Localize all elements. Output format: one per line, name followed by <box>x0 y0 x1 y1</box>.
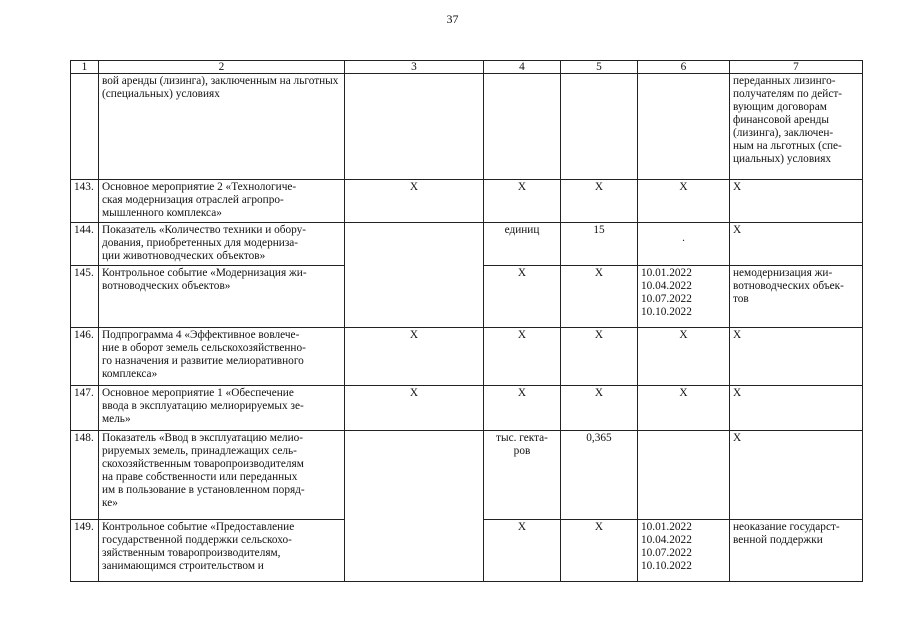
row-name: Контрольное событие «Предоставление государственной поддержки сельскохо- зяйственным товаропроизводителям, занимающимся строительством и <box>99 520 345 582</box>
cell-value: 0,365 <box>561 431 638 520</box>
cell-x: X <box>345 328 484 386</box>
cell-x: X <box>561 180 638 223</box>
cell-x: X <box>561 386 638 431</box>
cell-x: X <box>561 520 638 582</box>
cell-unit: единиц <box>484 223 561 266</box>
row-name: Основное мероприятие 2 «Технологиче- ская модернизация отраслей агропро- мышленного комплекса» <box>99 180 345 223</box>
cell-dates: 10.01.2022 10.04.2022 10.07.2022 10.10.2022 <box>638 266 730 328</box>
cell-x: X <box>484 180 561 223</box>
table-row <box>71 74 863 180</box>
header-cell: 5 <box>561 61 638 74</box>
cell-x: X <box>484 386 561 431</box>
cell-dot <box>638 223 730 266</box>
cell-x: X <box>638 180 730 223</box>
cell-empty <box>345 74 484 180</box>
cell-value: 15 <box>561 223 638 266</box>
header-cell: 2 <box>99 61 345 74</box>
row-name: Подпрограмма 4 «Эффективное вовлече- ние в оборот земель сельскохозяйственно- го назначения и развитие мелиоративного комплекса» <box>99 328 345 386</box>
cell-empty <box>638 74 730 180</box>
row-name: Показатель «Количество техники и обору- дования, приобретенных для модерниза- ции животноводческих объектов» <box>99 223 345 266</box>
cell-x: X <box>638 328 730 386</box>
cell-note: немодернизация жи- вотноводческих объек- тов <box>730 266 863 328</box>
row-number: 144. <box>71 223 99 266</box>
table-row <box>71 223 863 266</box>
table-row <box>71 386 863 431</box>
table-row <box>71 431 863 520</box>
cell-x: X <box>730 386 863 431</box>
row-number: 149. <box>71 520 99 582</box>
header-cell: 4 <box>484 61 561 74</box>
header-cell: 7 <box>730 61 863 74</box>
row-name: Контрольное событие «Модернизация жи- вотноводческих объектов» <box>99 266 345 328</box>
row-number: 147. <box>71 386 99 431</box>
row-name: Показатель «Ввод в эксплуатацию мелио- рируемых земель, принадлежащих сель- скохозяйственным товаропроизводителям на праве собственности или переданных им в пользование в установленном поряд- ке» <box>99 431 345 520</box>
cell-x: X <box>484 266 561 328</box>
responsible-person <box>345 431 484 582</box>
cell-x: X <box>730 223 863 266</box>
row-number: 145. <box>71 266 99 328</box>
cell-x: X <box>730 328 863 386</box>
cell-dates: 10.01.2022 10.04.2022 10.07.2022 10.10.2022 <box>638 520 730 582</box>
cell-x: X <box>484 520 561 582</box>
cell-empty <box>484 74 561 180</box>
row-number <box>71 74 99 180</box>
header-row <box>71 61 863 74</box>
cell-empty <box>638 431 730 520</box>
header-cell: 1 <box>71 61 99 74</box>
row-name: Основное мероприятие 1 «Обеспечение ввода в эксплуатацию мелиорируемых зе- мель» <box>99 386 345 431</box>
program-table <box>70 60 863 582</box>
cell-x: X <box>561 266 638 328</box>
cell-x: X <box>561 328 638 386</box>
row-number: 146. <box>71 328 99 386</box>
row-number: 148. <box>71 431 99 520</box>
cell-note: неоказание государст- венной поддержки <box>730 520 863 582</box>
cell-x: X <box>730 180 863 223</box>
header-cell: 6 <box>638 61 730 74</box>
responsible-person <box>345 223 484 328</box>
row-name: вой аренды (лизинга), заключенным на льготных (специальных) условиях <box>99 74 345 180</box>
cell-x: X <box>638 386 730 431</box>
page-number: 37 <box>446 12 459 26</box>
cell-dot-mark: . <box>682 232 685 244</box>
cell-empty <box>561 74 638 180</box>
row-number: 143. <box>71 180 99 223</box>
cell-unit: тыс. гекта- ров <box>484 431 561 520</box>
cell-x: X <box>345 386 484 431</box>
cell-x: X <box>730 431 863 520</box>
row-col7: переданных лизинго- получателям по дейст- вующим договорам финансовой аренды (лизинга), заключен- ным на льготных (спе- циальных) условиях <box>730 74 863 180</box>
cell-x: X <box>345 180 484 223</box>
table-row <box>71 180 863 223</box>
header-cell: 3 <box>345 61 484 74</box>
table-row <box>71 328 863 386</box>
cell-x: X <box>484 328 561 386</box>
